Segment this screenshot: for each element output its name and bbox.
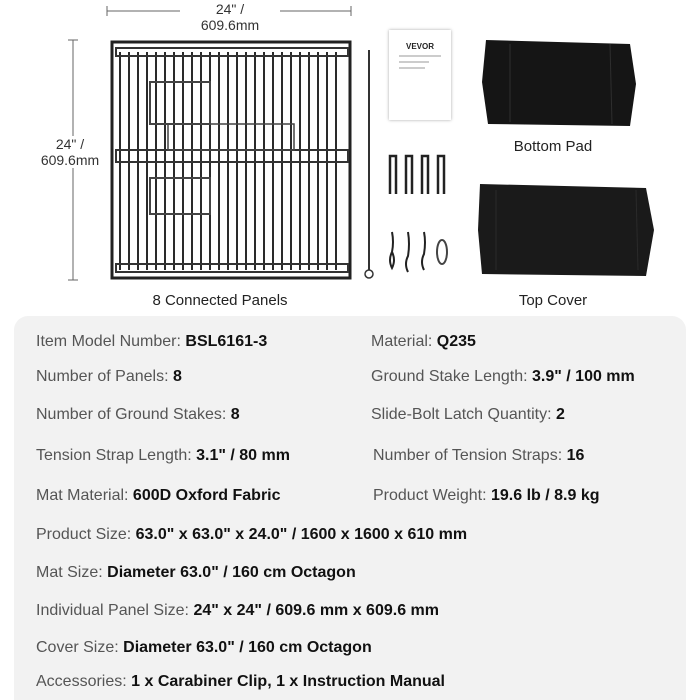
spec-label: Individual Panel Size: [36,602,194,619]
spec-label: Tension Strap Length: [36,447,197,464]
instruction-manual-image [389,30,451,120]
width-label-mm: 609.6mm [200,17,260,33]
spec-ground-stake-length [371,368,635,386]
spec-label: Mat Size: [36,564,108,581]
spec-label: Number of Ground Stakes: [36,406,231,423]
spec-item-model-number [36,333,267,351]
spec-value: 1 x Carabiner Clip, 1 x Instruction Manual [131,673,445,690]
spec-value: 3.9" / 100 mm [532,368,635,385]
spec-number-of-tension-straps [373,447,584,465]
panels-caption: 8 Connected Panels [152,292,288,309]
spec-label: Item Model Number: [36,333,186,350]
bottom-pad-image [480,38,640,130]
width-label-inch: 24" / [215,1,245,17]
spec-value: 24" x 24" / 609.6 mm x 609.6 mm [193,602,439,619]
height-label [30,136,110,168]
width-label [180,1,280,33]
spec-value: 600D Oxford Fabric [132,487,281,504]
spec-tension-strap-length [36,447,290,465]
spec-mat-material [36,487,281,505]
spec-value: 8 [172,368,182,385]
spec-value: 3.1" / 80 mm [196,447,290,464]
manual-line [399,61,429,63]
spec-label: Number of Tension Straps: [373,447,567,464]
ground-stakes-image [384,150,454,196]
spec-product-size [36,526,467,544]
top-cover-image [476,180,656,280]
spec-label: Ground Stake Length: [371,368,532,385]
manual-brand: VEVOR [405,42,434,51]
spec-value: Q235 [436,333,476,350]
spec-value: Diameter 63.0" / 160 cm Octagon [123,639,372,656]
spec-label: Number of Panels: [36,368,173,385]
manual-line [399,55,441,57]
manual-line [399,67,425,69]
spec-label: Material: [371,333,437,350]
spec-value: 63.0" x 63.0" x 24.0" / 1600 x 1600 x 610 mm [135,526,468,543]
spec-value: BSL6161-3 [185,333,268,350]
bottom-pad-caption: Bottom Pad [513,138,593,155]
spec-value: 8 [230,406,240,423]
spec-label: Accessories: [36,673,132,690]
tension-straps-image [384,230,454,276]
spec-number-of-panels [36,368,182,386]
spec-label: Product Weight: [373,487,491,504]
spec-value: Diameter 63.0" / 160 cm Octagon [107,564,356,581]
spec-label: Cover Size: [36,639,124,656]
top-cover-caption: Top Cover [518,292,588,309]
spec-cover-size [36,639,372,657]
spec-slide-bolt-latch-quantity [371,406,565,424]
spec-label: Mat Material: [36,487,133,504]
spec-value: 19.6 lb / 8.9 kg [490,487,600,504]
spec-number-of-ground-stakes [36,406,240,424]
playpen-panels-image [108,38,354,284]
spec-accessories [36,673,445,691]
spec-material [371,333,476,351]
spec-individual-panel-size [36,602,439,620]
long-rod-image [362,48,376,280]
height-label-inch: 24" / [55,136,85,152]
height-label-mm: 609.6mm [40,152,100,168]
spec-product-weight [373,487,599,505]
spec-value: 2 [555,406,565,423]
spec-value: 16 [566,447,585,464]
spec-label: Product Size: [36,526,136,543]
spec-label: Slide-Bolt Latch Quantity: [371,406,556,423]
spec-mat-size [36,564,356,582]
